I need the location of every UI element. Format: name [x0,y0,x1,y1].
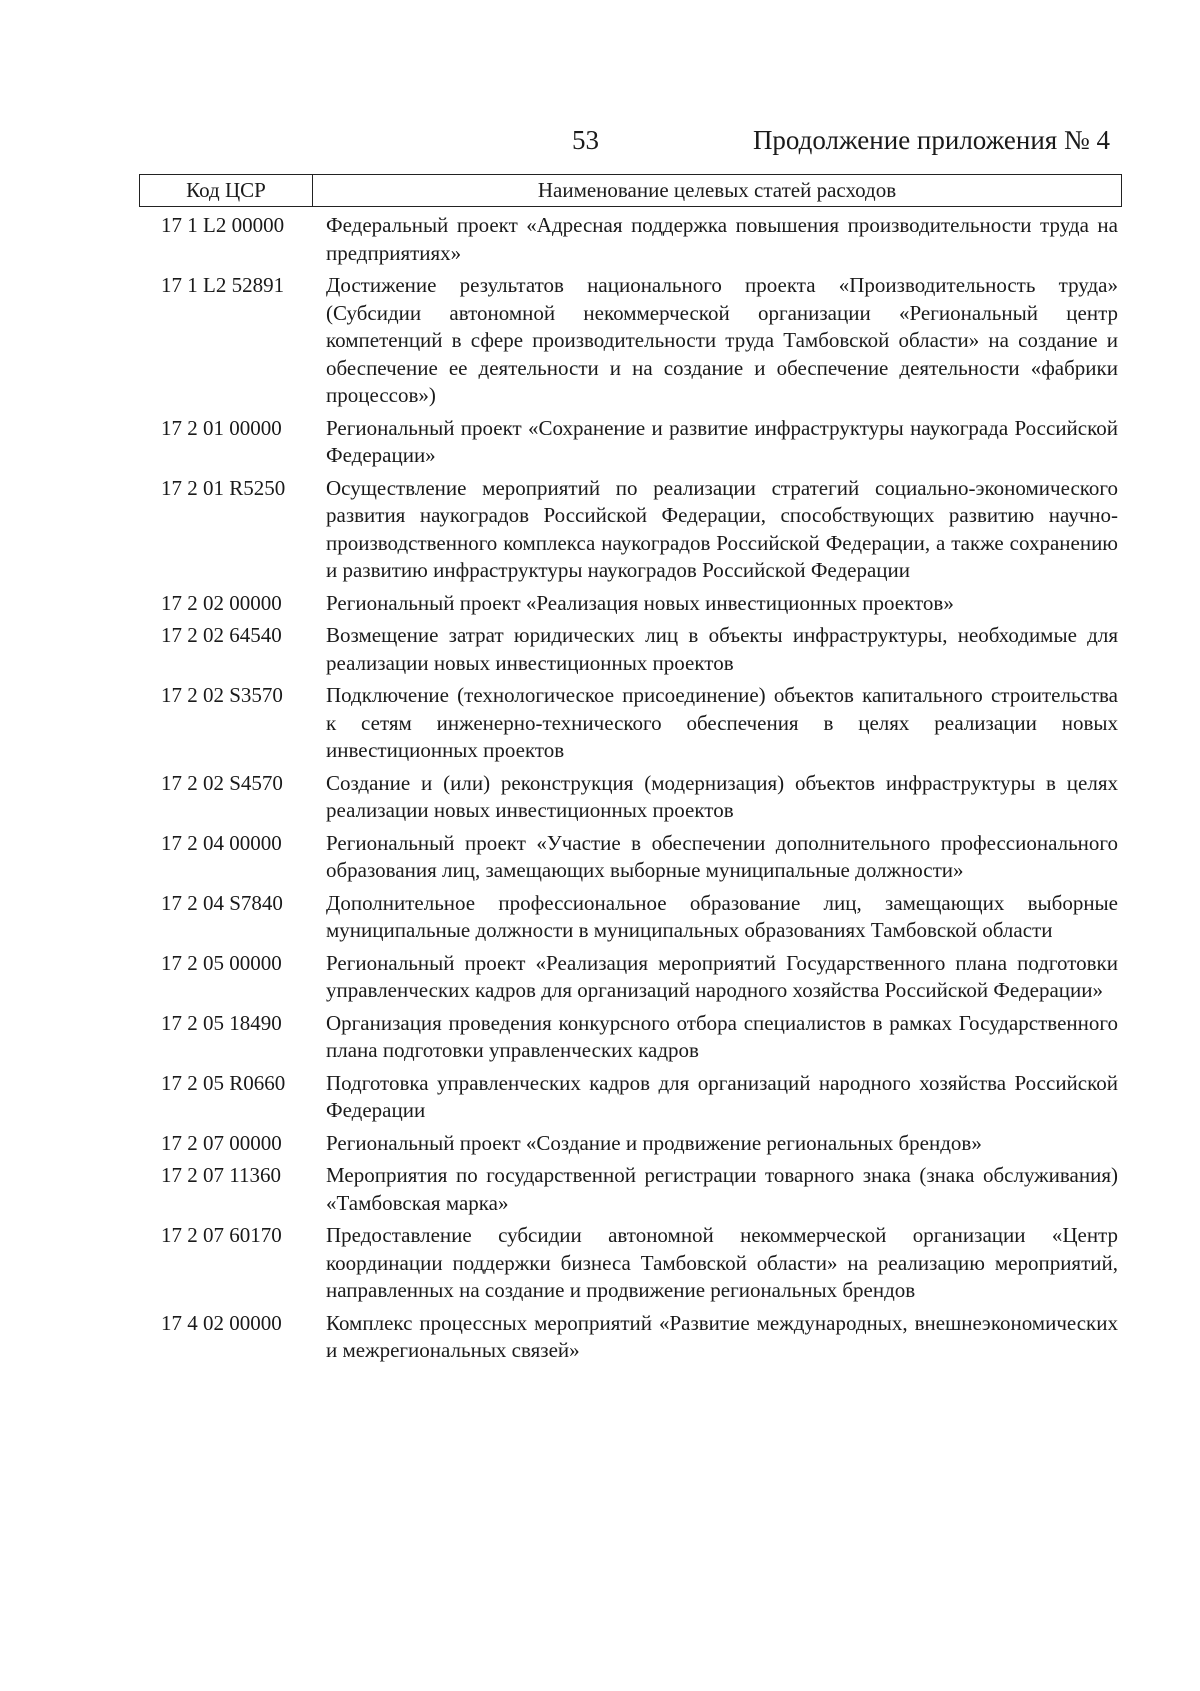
table-row [139,890,1122,945]
table-row [139,1162,1122,1217]
row-code: 17 2 01 00000 [161,415,282,440]
table-row [139,212,1122,267]
row-name: Предоставление субсидии автономной некоммерческой организации «Центр координации поддержки бизнеса Тамбовской области» на реализацию мероприятий, направленных на создание и продвижение региональных брендов [326,1223,1118,1302]
table-row [139,830,1122,885]
row-code: 17 4 02 00000 [161,1310,282,1335]
table-row [139,590,1122,618]
row-name: Региональный проект «Участие в обеспечении дополнительного профессионального образования лиц, замещающих выборные муниципальные должности» [326,830,1118,882]
column-header-name: Наименование целевых статей расходов [537,178,897,202]
row-name: Организация проведения конкурсного отбора специалистов в рамках Государственного плана подготовки управленческих кадров [326,1010,1118,1062]
row-code: 17 2 02 64540 [161,623,282,647]
row-code: 17 1 L2 00000 [161,213,285,237]
row-code: 17 1 L2 52891 [161,273,285,297]
row-name: Региональный проект «Сохранение и развитие инфраструктуры наукограда Российской Федерации» [326,415,1118,467]
page-number: 53 [572,125,599,155]
row-code: 17 2 05 00000 [161,950,282,975]
row-code: 17 2 02 00000 [161,590,282,615]
row-name: Возмещение затрат юридических лиц в объекты инфраструктуры, необходимые для реализации новых инвестиционных проектов [326,623,1118,675]
table-row [139,770,1122,825]
table-row [139,622,1122,677]
appendix-title: Продолжение приложения № 4 [752,125,1110,155]
row-code: 17 2 05 R0660 [161,1070,286,1095]
table-row [139,272,1122,410]
row-code: 17 2 07 00000 [161,1130,282,1155]
column-header-code: Код ЦСР [140,175,313,206]
row-code: 17 2 04 00000 [161,830,282,855]
table-body [139,212,1122,1365]
row-name: Осуществление мероприятий по реализации стратегий социально-экономического развития наукоградов Российской Федерации, способствующих развитию научно-производственного комплекса наукоградов Российской Федерации, а также сохранению и развитию инфраструктуры наукоградов Российской Федерации [326,475,1118,582]
row-code: 17 2 05 18490 [161,1010,282,1035]
table-row [139,950,1122,1005]
row-code: 17 2 02 S4570 [161,770,283,795]
row-code: 17 2 02 S3570 [161,683,283,707]
row-name: Подготовка управленческих кадров для организаций народного хозяйства Российской Федерации [326,1070,1118,1122]
table-row [139,475,1122,585]
table-row [139,682,1122,765]
table-row [139,1010,1122,1065]
row-name: Мероприятия по государственной регистрации товарного знака (знака обслуживания) «Тамбовская марка» [326,1163,1118,1215]
expense-table [139,174,1122,1365]
table-row [139,1222,1122,1305]
row-code: 17 2 01 R5250 [161,475,286,500]
table-header [139,174,1122,207]
row-name: Региональный проект «Реализация мероприятий Государственного плана подготовки управленческих кадров для организаций народного хозяйства Российской Федерации» [326,950,1118,1002]
row-code: 17 2 07 11360 [161,1163,281,1187]
row-name: Федеральный проект «Адресная поддержка повышения производительности труда на предприятиях» [326,213,1118,265]
table-row [139,415,1122,470]
table-row [139,1310,1122,1365]
row-name: Региональный проект «Реализация новых инвестиционных проектов» [326,590,954,615]
row-code: 17 2 04 S7840 [161,890,283,915]
row-name: Подключение (технологическое присоединение) объектов капитального строительства к сетям инженерно-технического обеспечения в целях реализации новых инвестиционных проектов [326,683,1118,762]
row-name: Комплекс процессных мероприятий «Развитие международных, внешнеэкономических и межрегиональных связей» [326,1310,1118,1362]
table-row [139,1130,1122,1158]
row-name: Достижение результатов национального проекта «Производительность труда» (Субсидии автономной некоммерческой организации «Региональный центр компетенций в сфере производительности труда Тамбовской области» на создание и обеспечение ее деятельности и на создание и обеспечение деятельности «фабрики процессов») [326,273,1118,407]
table-row [139,1070,1122,1125]
row-code: 17 2 07 60170 [161,1223,282,1247]
row-name: Создание и (или) реконструкция (модернизация) объектов инфраструктуры в целях реализации новых инвестиционных проектов [326,770,1118,822]
row-name: Дополнительное профессиональное образование лиц, замещающих выборные муниципальные должности в муниципальных образованиях Тамбовской области [326,890,1118,942]
row-name: Региональный проект «Создание и продвижение региональных брендов» [326,1130,982,1155]
